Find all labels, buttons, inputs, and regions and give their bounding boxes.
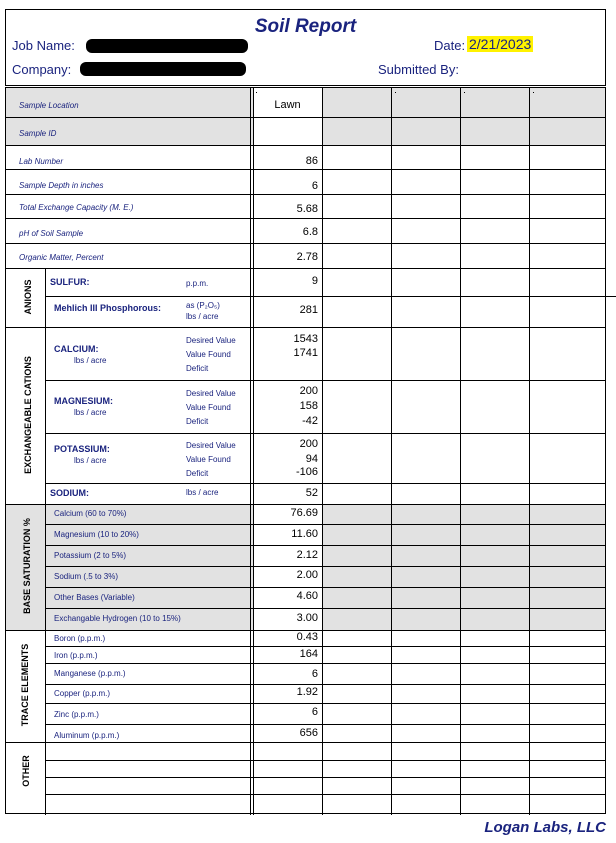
- bs-sodium-label: Sodium (.5 to 3%): [54, 572, 119, 581]
- lab-number-value: 86: [305, 155, 318, 167]
- phosphorous-label: Mehlich III Phosphorous:: [54, 303, 162, 313]
- sulfur-unit: p.p.m.: [186, 279, 209, 288]
- cations-section-label: EXCHANGEABLE CATIONS: [23, 356, 33, 474]
- bs-magnesium-label: Magnesium (10 to 20%): [54, 530, 139, 539]
- ph-value: 6.8: [302, 226, 318, 238]
- bs-hydrogen-label: Exchangable Hydrogen (10 to 15%): [54, 614, 181, 623]
- trace-boron-label: Boron (p.p.m.): [54, 634, 106, 643]
- bs-calcium-label: Calcium (60 to 70%): [54, 509, 127, 518]
- date-value: 2/21/2023: [469, 36, 532, 52]
- trace-zinc-value: 6: [311, 706, 318, 718]
- potassium-desired-value: 200: [299, 438, 318, 450]
- magnesium-desired-label: Desired Value: [186, 389, 236, 398]
- trace-boron-value: 0.43: [296, 631, 318, 643]
- sample-location-label: Sample Location: [19, 101, 79, 110]
- soil-report-table: [5, 87, 606, 814]
- tec-value: 5.68: [296, 203, 318, 215]
- trace-manganese-value: 6: [311, 668, 318, 680]
- trace-zinc-label: Zinc (p.p.m.): [54, 710, 99, 719]
- magnesium-found-label: Value Found: [186, 403, 231, 412]
- trace-elements-section-label: TRACE ELEMENTS: [20, 643, 30, 727]
- base-saturation-section-label: BASE SATURATION %: [22, 518, 32, 614]
- trace-iron-label: Iron (p.p.m.): [54, 651, 98, 660]
- sample-id-label: Sample ID: [19, 129, 57, 138]
- magnesium-label: MAGNESIUM:: [54, 396, 113, 406]
- anions-section-label: ANIONS: [23, 279, 33, 315]
- submitted-by-label: Submitted By:: [378, 62, 459, 77]
- tec-label: Total Exchange Capacity (M. E.): [19, 203, 134, 212]
- bs-sodium-value: 2.00: [296, 569, 318, 581]
- trace-copper-label: Copper (p.p.m.): [54, 689, 111, 698]
- magnesium-deficit-value: -42: [302, 415, 318, 427]
- calcium-deficit-label: Deficit: [186, 364, 209, 373]
- company-redacted: [80, 62, 246, 76]
- sulfur-label: SULFUR:: [50, 277, 90, 287]
- organic-matter-label: Organic Matter, Percent: [19, 253, 104, 262]
- magnesium-unit: lbs / acre: [74, 408, 107, 417]
- lab-number-label: Lab Number: [19, 157, 64, 166]
- report-header: [5, 9, 606, 86]
- job-name-label: Job Name:: [12, 38, 75, 53]
- sodium-unit: lbs / acre: [186, 488, 219, 497]
- sodium-value: 52: [305, 487, 318, 499]
- magnesium-deficit-label: Deficit: [186, 417, 209, 426]
- potassium-label: POTASSIUM:: [54, 444, 110, 454]
- bs-other-bases-label: Other Bases (Variable): [54, 593, 135, 602]
- ph-label: pH of Soil Sample: [19, 229, 84, 238]
- trace-copper-value: 1.92: [296, 686, 318, 698]
- bs-other-bases-value: 4.60: [296, 590, 318, 602]
- bs-hydrogen-value: 3.00: [296, 612, 318, 624]
- calcium-found-value: 1741: [293, 347, 318, 359]
- calcium-unit: lbs / acre: [74, 356, 107, 365]
- footer-company: Logan Labs, LLC: [484, 819, 606, 836]
- sulfur-value: 9: [311, 275, 318, 287]
- potassium-deficit-label: Deficit: [186, 469, 209, 478]
- job-name-redacted: [86, 39, 248, 53]
- potassium-unit: lbs / acre: [74, 456, 107, 465]
- sample-depth-label: Sample Depth in inches: [19, 181, 104, 190]
- bs-potassium-value: 2.12: [296, 549, 318, 561]
- calcium-found-label: Value Found: [186, 350, 231, 359]
- organic-matter-value: 2.78: [296, 251, 318, 263]
- calcium-desired-value: 1543: [293, 333, 318, 345]
- trace-iron-value: 164: [299, 648, 318, 660]
- calcium-label: CALCIUM:: [54, 344, 99, 354]
- bs-calcium-value: 76.69: [290, 507, 318, 519]
- potassium-deficit-value: -106: [295, 466, 318, 478]
- bs-potassium-label: Potassium (2 to 5%): [54, 551, 127, 560]
- trace-manganese-label: Manganese (p.p.m.): [54, 669, 126, 678]
- potassium-found-value: 94: [305, 453, 318, 465]
- trace-aluminum-value: 656: [299, 727, 318, 739]
- trace-aluminum-label: Aluminum (p.p.m.): [54, 731, 120, 740]
- sample-depth-value: 6: [311, 180, 318, 192]
- date-label: Date:: [434, 38, 466, 53]
- bs-magnesium-value: 11.60: [291, 528, 318, 540]
- potassium-desired-label: Desired Value: [186, 441, 236, 450]
- potassium-found-label: Value Found: [186, 455, 231, 464]
- sodium-label: SODIUM:: [50, 488, 89, 498]
- company-label: Company:: [12, 62, 72, 77]
- report-title: Soil Report: [254, 16, 357, 37]
- calcium-desired-label: Desired Value: [186, 336, 236, 345]
- phosphorous-value: 281: [299, 304, 318, 316]
- phosphorous-unit-2: lbs / acre: [186, 312, 219, 321]
- phosphorous-unit-1: as (P₂O₅): [186, 301, 220, 310]
- sample-location-value: Lawn: [274, 99, 301, 111]
- magnesium-found-value: 158: [299, 400, 318, 412]
- magnesium-desired-value: 200: [299, 385, 318, 397]
- other-section-label: OTHER: [21, 755, 31, 787]
